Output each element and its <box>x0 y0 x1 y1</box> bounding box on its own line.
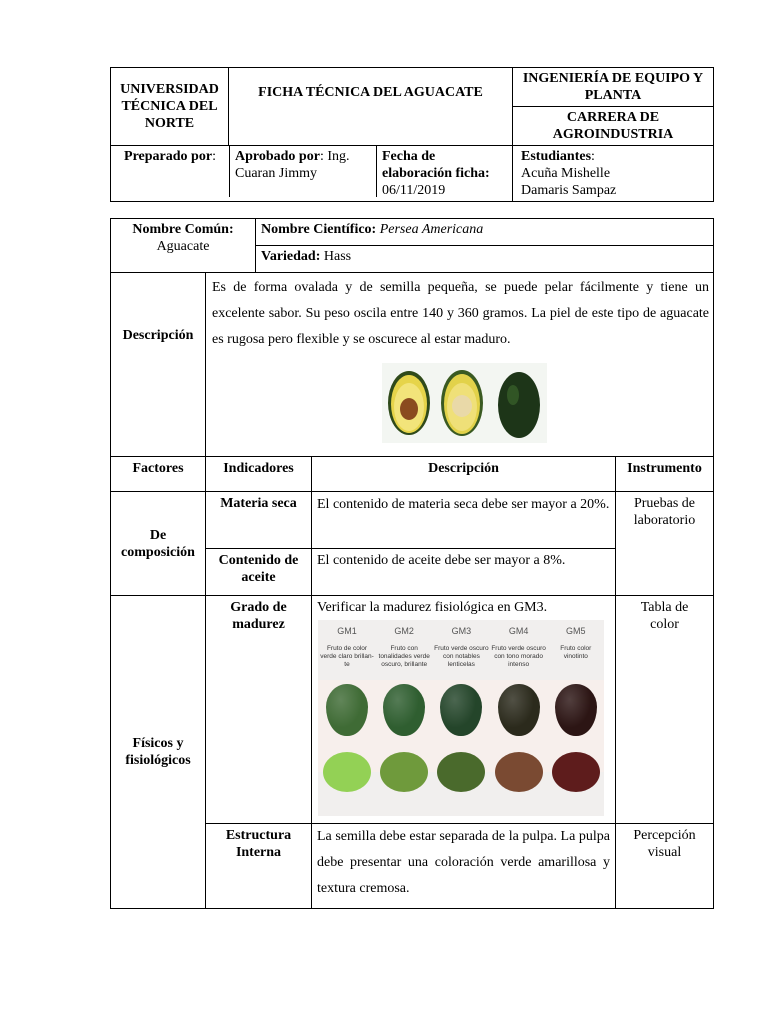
header-instrumento: Instrumento <box>616 457 714 492</box>
maturity-color-chart <box>318 620 604 816</box>
maturity-stage-4 <box>490 620 547 685</box>
description-cell <box>206 273 714 457</box>
color-swatch <box>380 752 428 792</box>
scientific-name-value: Persea Americana <box>379 222 484 237</box>
description-estructura: La semilla debe estar separada de la pulpa. La pulpa debe presentar una coloración verde amarillosa y textura cremosa. <box>312 824 616 909</box>
indicator-madurez: Grado de madurez <box>206 596 312 824</box>
avocado-photos <box>382 363 547 443</box>
maturity-stage-label: GM1 <box>337 626 357 636</box>
variety-value: Hass <box>323 249 352 264</box>
header-factores: Factores <box>111 457 206 492</box>
prepared-approved-cell <box>111 146 513 202</box>
maturity-stage-label: GM4 <box>508 626 529 636</box>
common-name-cell: Nombre Común: Aguacate <box>111 219 256 273</box>
maturity-stage-label: GM5 <box>566 626 586 636</box>
maturity-stage-description: Fruto de color verde claro brillan-te <box>320 645 374 668</box>
maturity-stage-label: GM3 <box>451 626 472 636</box>
color-swatch <box>552 752 600 792</box>
common-name-value: Aguacate <box>156 239 210 254</box>
factor-composicion: De composición <box>111 492 206 596</box>
instrument-visual: Percepción visual <box>616 824 714 909</box>
instrument-laboratorio: Pruebas de laboratorio <box>616 492 714 596</box>
description-aceite: El contenido de aceite debe ser mayor a 8%. <box>312 549 616 596</box>
factor-fisicos: Físicos y fisiológicos <box>111 596 206 909</box>
color-swatch <box>495 752 543 792</box>
date-cell <box>377 146 512 197</box>
description-materia-seca: El contenido de materia seca debe ser mayor a 20%. <box>312 492 616 549</box>
indicator-aceite: Contenido de aceite <box>206 549 312 596</box>
maturity-stage-1 <box>319 620 376 685</box>
maturity-stage-5 <box>547 620 604 685</box>
color-swatch <box>323 752 371 792</box>
date-label: Fecha de elaboración ficha: <box>382 149 490 181</box>
prepared-by-label: Preparado por: <box>111 146 230 197</box>
variety-cell: Variedad: Hass <box>256 246 714 273</box>
description-madurez-cell <box>312 596 616 824</box>
date-value: 06/11/2019 <box>382 183 446 198</box>
maturity-stage-description: Fruto color vinotinto <box>560 645 592 660</box>
maturity-stage-description: Fruto verde oscuro con notables lenticelas <box>434 645 489 668</box>
department-engineering: INGENIERÍA DE EQUIPO Y PLANTA <box>513 68 714 107</box>
avocado-fruit-image <box>498 684 540 736</box>
maturity-stage-label: GM2 <box>394 626 414 636</box>
maturity-stage-3 <box>433 620 490 685</box>
header-descripcion: Descripción <box>312 457 616 492</box>
spec-table <box>110 218 714 909</box>
header-table <box>110 67 714 202</box>
maturity-stage-description: Fruto con tonalidades verde oscuro, brillante <box>378 645 430 668</box>
maturity-stage-description: Fruto verde oscuro con tono morado intenso <box>491 645 546 668</box>
university-name: UNIVERSIDAD TÉCNICA DEL NORTE <box>111 68 229 146</box>
instrument-color: Tabla de color <box>616 596 714 824</box>
indicator-estructura: Estructura Interna <box>206 824 312 909</box>
description-text: Es de forma ovalada y de semilla pequeña, se puede pelar fácilmente y tiene un excelente sabor. Su peso oscila entre 140 y 360 gramos. La piel de este tipo de aguacate es rugosa pero flexible y se oscurece al estar maduro. <box>212 280 710 347</box>
scientific-name-cell: Nombre Científico: Persea Americana <box>256 219 714 246</box>
indicator-materia-seca: Materia seca <box>206 492 312 549</box>
department-agroindustry: CARRERA DE AGROINDUSTRIA <box>513 107 714 146</box>
color-swatch <box>437 752 485 792</box>
description-madurez: Verificar la madurez fisiológica en GM3. <box>317 600 548 615</box>
avocado-cut-image <box>382 363 547 443</box>
description-label: Descripción <box>111 273 206 457</box>
avocado-fruit-image <box>555 684 597 736</box>
header-indicadores: Indicadores <box>206 457 312 492</box>
approved-by: Aprobado por: Ing. Cuaran Jimmy <box>230 146 377 197</box>
students-cell: Estudiantes: Acuña Mishelle Damaris Sampaz <box>513 146 714 202</box>
students-value: Acuña Mishelle Damaris Sampaz <box>521 166 617 198</box>
maturity-stage-2 <box>376 620 433 685</box>
document-title: FICHA TÉCNICA DEL AGUACATE <box>229 68 513 146</box>
